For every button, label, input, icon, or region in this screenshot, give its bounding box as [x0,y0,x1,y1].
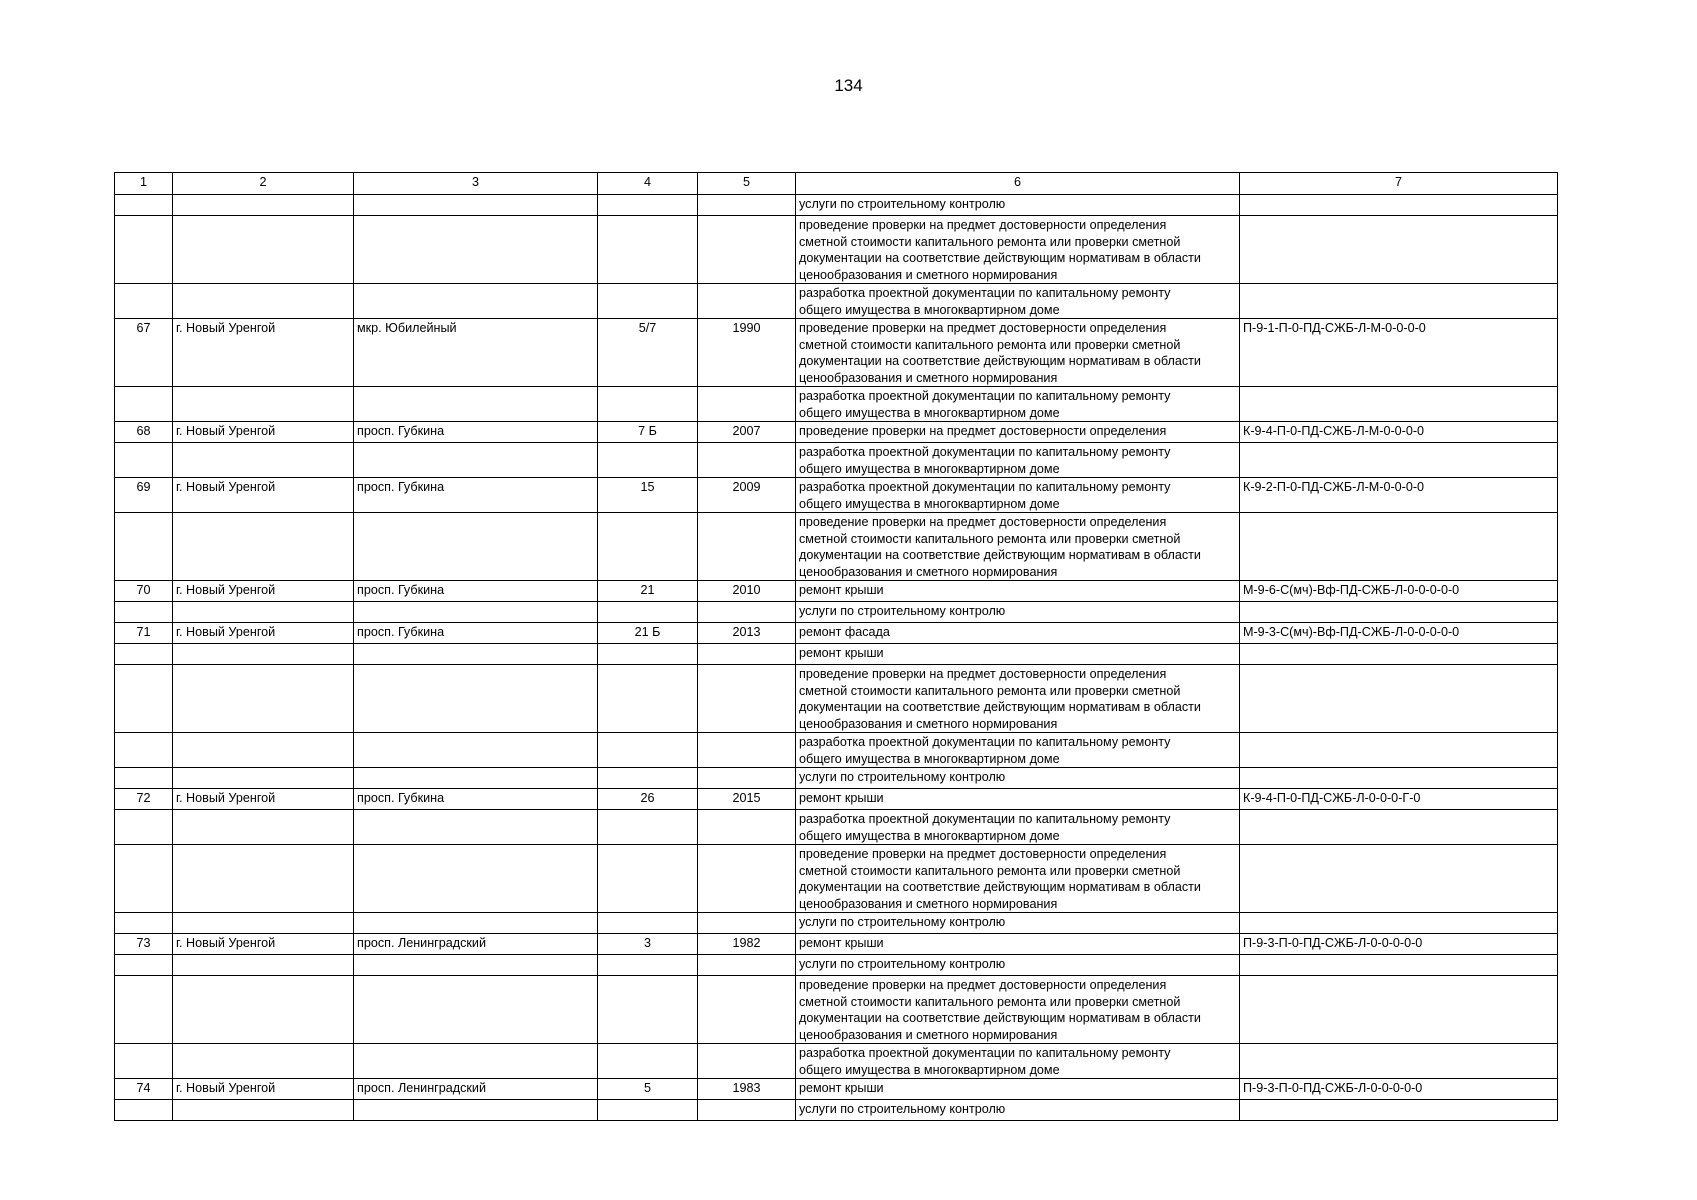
city-cell [173,513,354,581]
year-cell [698,845,796,913]
table-row [115,602,1558,623]
table-row [115,387,1558,422]
row-number-cell [115,810,173,845]
code-cell [1240,644,1558,665]
house-cell [598,644,698,665]
house-cell: 7 Б [598,422,698,443]
header-cell-7: 7 [1240,173,1558,195]
house-cell [598,443,698,478]
work-type-cell: ремонт крыши [796,789,1240,810]
table-row [115,913,1558,934]
row-number-cell [115,733,173,768]
table-row [115,1079,1558,1100]
street-cell: просп. Ленинградский [354,934,598,955]
row-number-cell: 72 [115,789,173,810]
year-cell [698,768,796,789]
street-cell: просп. Губкина [354,581,598,602]
street-cell [354,1100,598,1121]
work-type-cell: услуги по строительному контролю [796,602,1240,623]
code-cell: П-9-3-П-0-ПД-СЖБ-Л-0-0-0-0-0 [1240,1079,1558,1100]
table-row [115,768,1558,789]
work-type-cell: проведение проверки на предмет достоверности определения сметной стоимости капитального ремонта или проверки сметной документации на соответствие действующим нормативам в области ценообразования и сметного нормирования [796,513,1240,581]
house-cell [598,284,698,319]
city-cell [173,443,354,478]
work-type-cell: ремонт крыши [796,934,1240,955]
city-cell [173,284,354,319]
house-cell: 21 Б [598,623,698,644]
table-row [115,319,1558,387]
house-cell [598,976,698,1044]
row-number-cell: 70 [115,581,173,602]
year-cell [698,665,796,733]
work-type-cell: разработка проектной документации по капитальному ремонту общего имущества в многоквартирном доме [796,810,1240,845]
house-cell: 26 [598,789,698,810]
work-type-cell: разработка проектной документации по капитальному ремонту общего имущества в многоквартирном доме [796,1044,1240,1079]
street-cell [354,387,598,422]
work-type-cell: услуги по строительному контролю [796,768,1240,789]
work-type-cell: проведение проверки на предмет достоверности определения сметной стоимости капитального ремонта или проверки сметной документации на соответствие действующим нормативам в области ценообразования и сметного нормирования [796,976,1240,1044]
street-cell [354,1044,598,1079]
code-cell [1240,513,1558,581]
street-cell [354,733,598,768]
city-cell [173,195,354,216]
row-number-cell: 71 [115,623,173,644]
header-cell-3: 3 [354,173,598,195]
code-cell [1240,1100,1558,1121]
year-cell [698,1100,796,1121]
code-cell: М-9-3-С(мч)-Вф-ПД-СЖБ-Л-0-0-0-0-0 [1240,623,1558,644]
code-cell [1240,913,1558,934]
year-cell: 2007 [698,422,796,443]
table-row [115,443,1558,478]
row-number-cell [115,1044,173,1079]
table-row [115,789,1558,810]
street-cell: просп. Губкина [354,422,598,443]
row-number-cell: 73 [115,934,173,955]
city-cell: г. Новый Уренгой [173,319,354,387]
row-number-cell [115,387,173,422]
city-cell: г. Новый Уренгой [173,623,354,644]
year-cell [698,976,796,1044]
code-cell: К-9-4-П-0-ПД-СЖБ-Л-0-0-0-Г-0 [1240,789,1558,810]
city-cell [173,810,354,845]
house-cell: 21 [598,581,698,602]
row-number-cell [115,1100,173,1121]
row-number-cell [115,845,173,913]
table-row [115,195,1558,216]
year-cell: 2015 [698,789,796,810]
street-cell: просп. Губкина [354,789,598,810]
year-cell: 2009 [698,478,796,513]
work-type-cell: разработка проектной документации по капитальному ремонту общего имущества в многоквартирном доме [796,284,1240,319]
street-cell [354,976,598,1044]
house-cell: 3 [598,934,698,955]
city-cell [173,1100,354,1121]
street-cell [354,216,598,284]
street-cell [354,195,598,216]
street-cell [354,443,598,478]
house-cell [598,1044,698,1079]
row-number-cell [115,913,173,934]
table-row [115,810,1558,845]
table-row [115,1044,1558,1079]
street-cell [354,955,598,976]
table-row [115,1100,1558,1121]
code-cell: М-9-6-С(мч)-Вф-ПД-СЖБ-Л-0-0-0-0-0 [1240,581,1558,602]
work-type-cell: ремонт крыши [796,644,1240,665]
city-cell: г. Новый Уренгой [173,581,354,602]
code-cell [1240,602,1558,623]
house-cell [598,810,698,845]
city-cell [173,955,354,976]
row-number-cell: 67 [115,319,173,387]
work-type-cell: ремонт фасада [796,623,1240,644]
house-cell: 5/7 [598,319,698,387]
street-cell: просп. Губкина [354,478,598,513]
city-cell [173,665,354,733]
header-cell-2: 2 [173,173,354,195]
code-cell [1240,976,1558,1044]
row-number-cell [115,955,173,976]
table-row [115,478,1558,513]
street-cell: просп. Ленинградский [354,1079,598,1100]
row-number-cell [115,602,173,623]
street-cell [354,644,598,665]
table-row [115,845,1558,913]
table-row [115,955,1558,976]
city-cell [173,1044,354,1079]
city-cell: г. Новый Уренгой [173,789,354,810]
code-cell: К-9-4-П-0-ПД-СЖБ-Л-М-0-0-0-0 [1240,422,1558,443]
street-cell [354,913,598,934]
house-cell [598,665,698,733]
row-number-cell [115,195,173,216]
house-cell [598,913,698,934]
header-cell-1: 1 [115,173,173,195]
row-number-cell [115,513,173,581]
work-type-cell: разработка проектной документации по капитальному ремонту общего имущества в многоквартирном доме [796,387,1240,422]
year-cell [698,1044,796,1079]
year-cell [698,195,796,216]
table-row [115,733,1558,768]
code-cell [1240,387,1558,422]
street-cell [354,845,598,913]
code-cell [1240,1044,1558,1079]
street-cell [354,513,598,581]
work-type-cell: услуги по строительному контролю [796,195,1240,216]
work-type-cell: проведение проверки на предмет достоверности определения сметной стоимости капитального ремонта или проверки сметной документации на соответствие действующим нормативам в области ценообразования и сметного нормирования [796,845,1240,913]
code-cell [1240,733,1558,768]
house-cell [598,387,698,422]
house-cell [598,955,698,976]
year-cell [698,644,796,665]
year-cell [698,284,796,319]
row-number-cell: 68 [115,422,173,443]
city-cell [173,216,354,284]
work-type-cell: разработка проектной документации по капитальному ремонту общего имущества в многоквартирном доме [796,478,1240,513]
header-row [115,173,1558,195]
code-cell: К-9-2-П-0-ПД-СЖБ-Л-М-0-0-0-0 [1240,478,1558,513]
table-row [115,976,1558,1044]
code-cell [1240,284,1558,319]
city-cell [173,602,354,623]
row-number-cell: 69 [115,478,173,513]
year-cell: 1990 [698,319,796,387]
street-cell [354,768,598,789]
house-cell [598,602,698,623]
year-cell [698,513,796,581]
work-type-cell: проведение проверки на предмет достоверности определения сметной стоимости капитального ремонта или проверки сметной документации на соответствие действующим нормативам в области ценообразования и сметного нормирования [796,216,1240,284]
header-cell-6: 6 [796,173,1240,195]
row-number-cell [115,665,173,733]
city-cell: г. Новый Уренгой [173,934,354,955]
year-cell: 1982 [698,934,796,955]
city-cell [173,387,354,422]
street-cell: просп. Губкина [354,623,598,644]
year-cell [698,733,796,768]
house-cell: 15 [598,478,698,513]
year-cell [698,602,796,623]
work-type-cell: разработка проектной документации по капитальному ремонту общего имущества в многоквартирном доме [796,443,1240,478]
street-cell [354,810,598,845]
house-cell [598,1100,698,1121]
house-cell [598,513,698,581]
code-cell [1240,768,1558,789]
street-cell [354,602,598,623]
header-cell-5: 5 [698,173,796,195]
city-cell [173,768,354,789]
year-cell [698,810,796,845]
house-cell [598,768,698,789]
work-type-cell: услуги по строительному контролю [796,1100,1240,1121]
house-cell [598,195,698,216]
row-number-cell: 74 [115,1079,173,1100]
house-cell [598,733,698,768]
city-cell [173,913,354,934]
table-row [115,513,1558,581]
year-cell [698,443,796,478]
work-type-cell: разработка проектной документации по капитальному ремонту общего имущества в многоквартирном доме [796,733,1240,768]
year-cell [698,216,796,284]
code-cell: П-9-1-П-0-ПД-СЖБ-Л-М-0-0-0-0 [1240,319,1558,387]
code-cell: П-9-3-П-0-ПД-СЖБ-Л-0-0-0-0-0 [1240,934,1558,955]
table-row [115,644,1558,665]
work-type-cell: ремонт крыши [796,1079,1240,1100]
house-cell [598,845,698,913]
table-row [115,623,1558,644]
row-number-cell [115,768,173,789]
city-cell [173,644,354,665]
city-cell: г. Новый Уренгой [173,478,354,513]
table-row [115,422,1558,443]
row-number-cell [115,976,173,1044]
row-number-cell [115,644,173,665]
code-cell [1240,195,1558,216]
street-cell [354,665,598,733]
header-cell-4: 4 [598,173,698,195]
code-cell [1240,845,1558,913]
city-cell: г. Новый Уренгой [173,1079,354,1100]
year-cell: 1983 [698,1079,796,1100]
house-cell: 5 [598,1079,698,1100]
year-cell [698,387,796,422]
table-row [115,581,1558,602]
work-type-cell: услуги по строительному контролю [796,955,1240,976]
table-row [115,934,1558,955]
work-type-cell: ремонт крыши [796,581,1240,602]
city-cell [173,845,354,913]
row-number-cell [115,443,173,478]
street-cell [354,284,598,319]
work-type-cell: проведение проверки на предмет достоверности определения сметной стоимости капитального ремонта или проверки сметной документации на соответствие действующим нормативам в области ценообразования и сметного нормирования [796,665,1240,733]
house-cell [598,216,698,284]
table-row [115,284,1558,319]
code-cell [1240,810,1558,845]
year-cell: 2013 [698,623,796,644]
code-cell [1240,216,1558,284]
row-number-cell [115,284,173,319]
year-cell: 2010 [698,581,796,602]
street-cell: мкр. Юбилейный [354,319,598,387]
work-type-cell: услуги по строительному контролю [796,913,1240,934]
code-cell [1240,443,1558,478]
code-cell [1240,665,1558,733]
work-type-cell: проведение проверки на предмет достоверности определения сметной стоимости капитального ремонта или проверки сметной документации на соответствие действующим нормативам в области ценообразования и сметного нормирования [796,319,1240,387]
year-cell [698,913,796,934]
year-cell [698,955,796,976]
code-cell [1240,955,1558,976]
city-cell [173,976,354,1044]
table-row [115,665,1558,733]
city-cell: г. Новый Уренгой [173,422,354,443]
page-number: 134 [834,76,863,95]
repair-program-table [114,172,1558,1121]
city-cell [173,733,354,768]
work-type-cell: проведение проверки на предмет достоверности определения [796,422,1240,443]
row-number-cell [115,216,173,284]
table-row [115,216,1558,284]
